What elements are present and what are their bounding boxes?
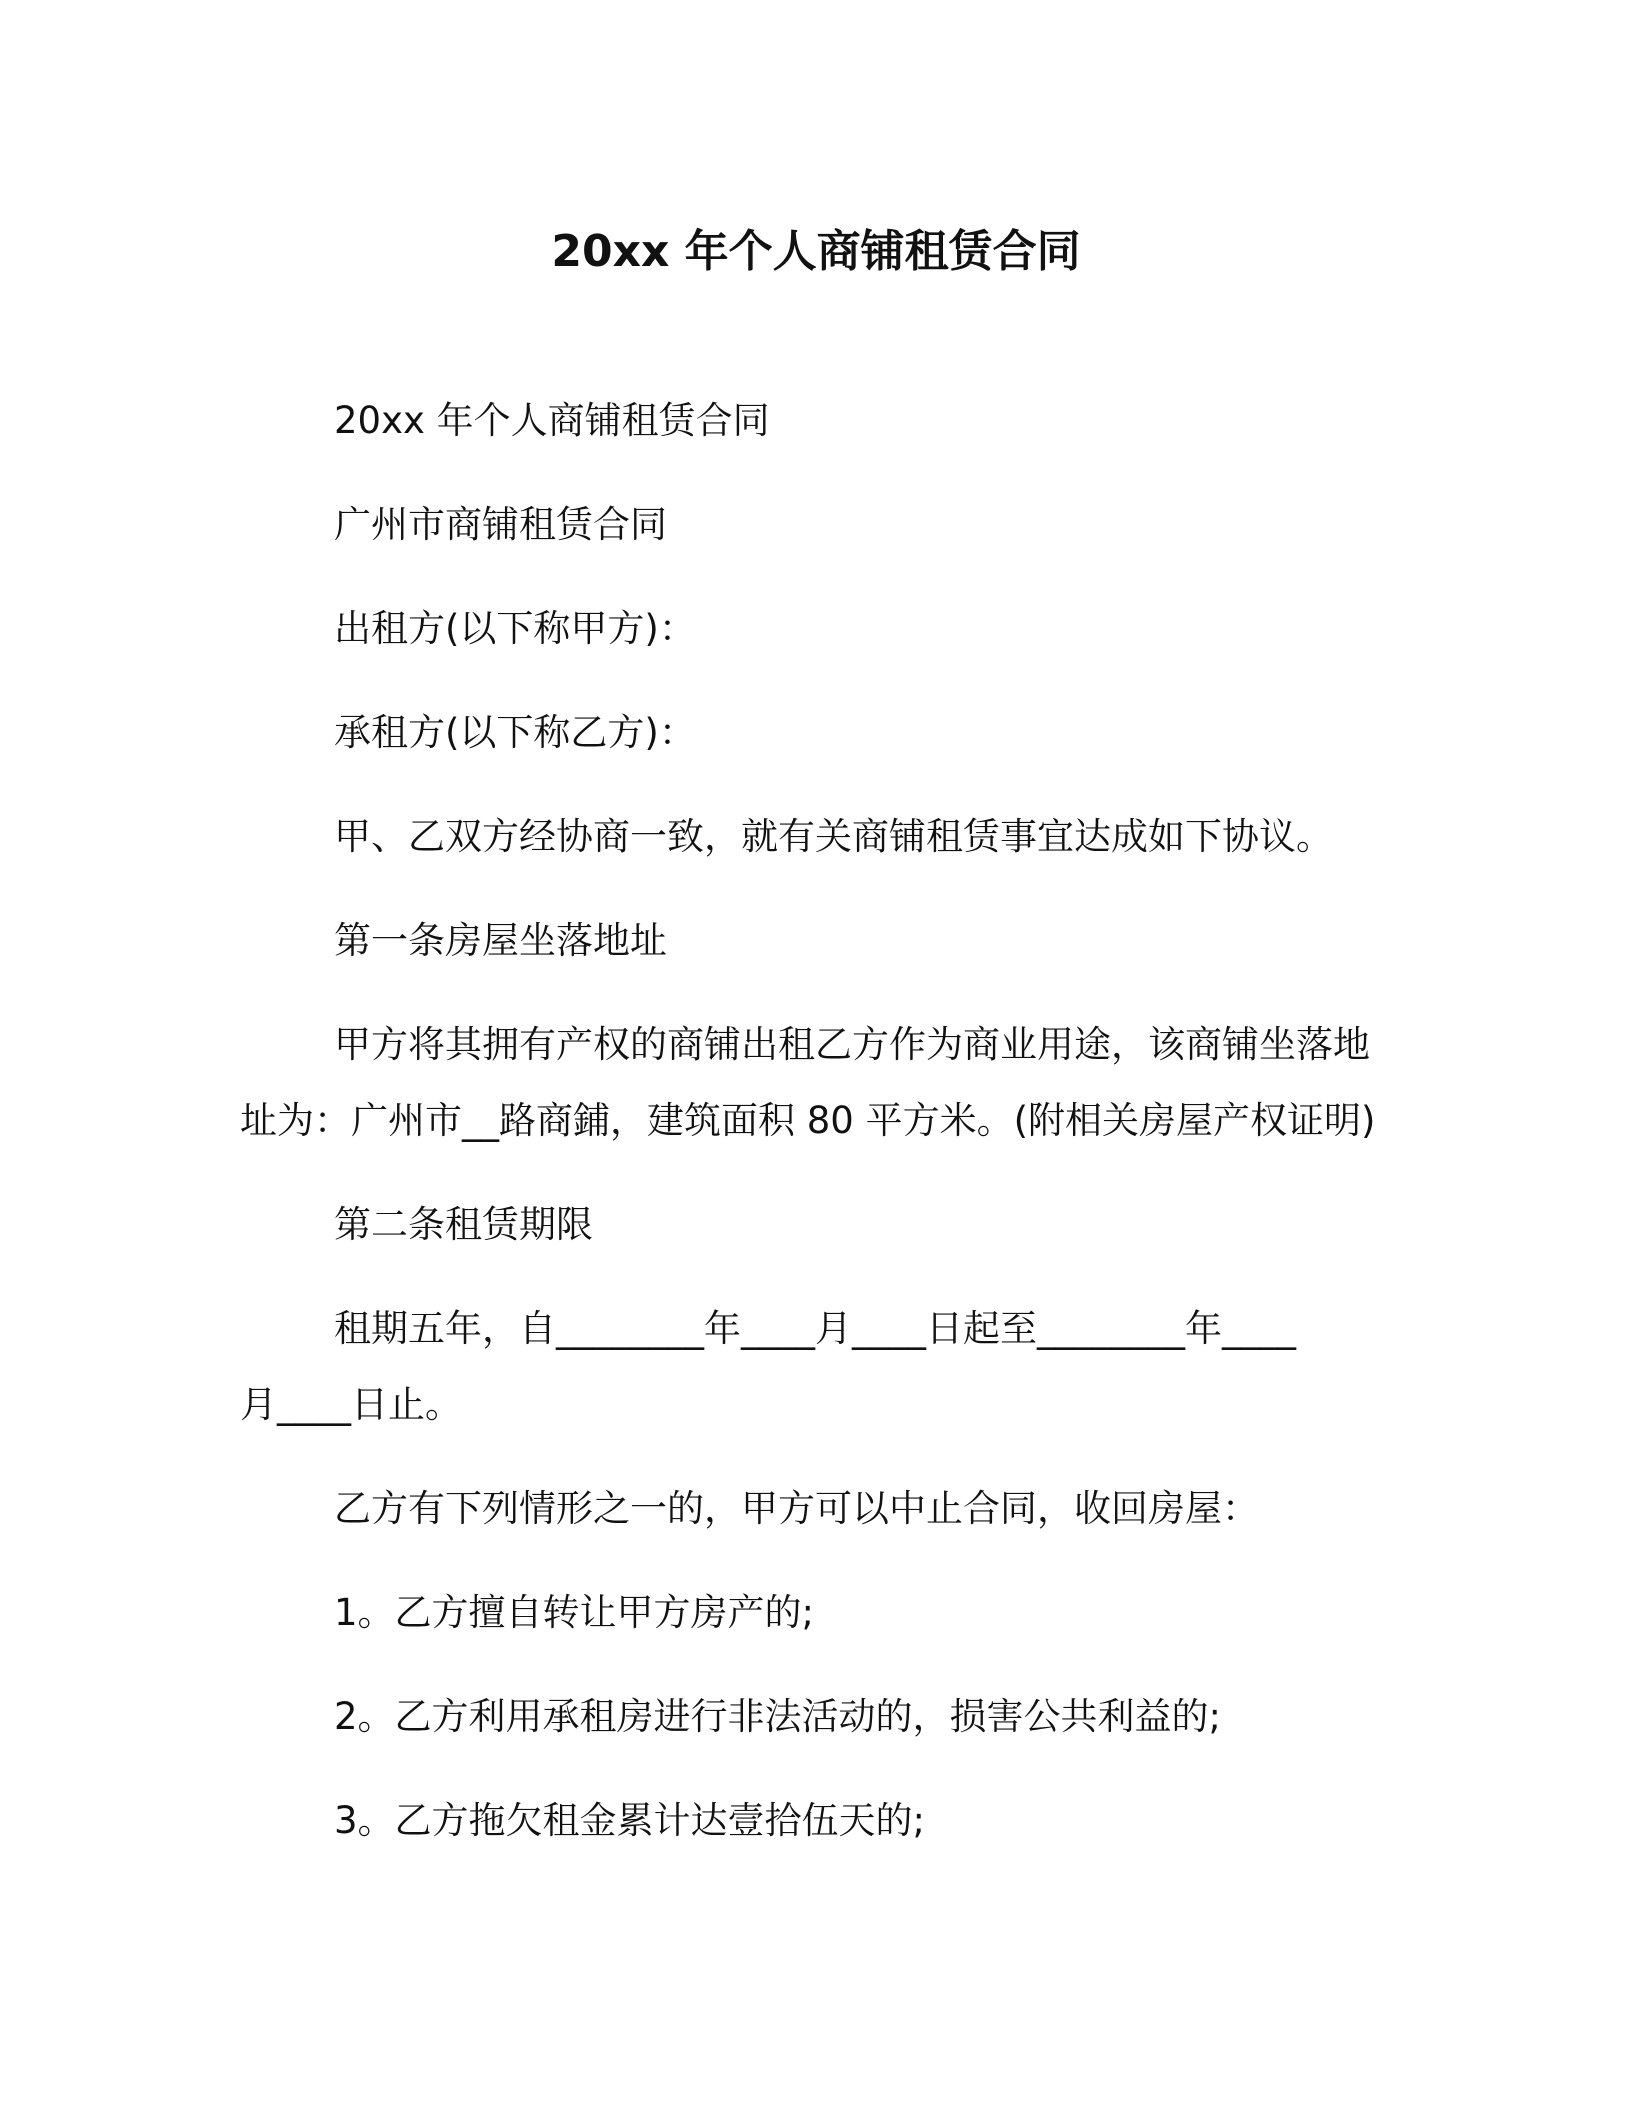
lease-term-line-2: 月____日止。 [240,1383,462,1426]
condition-item-1: 1。乙方擅自转让甲方房产的; [334,1591,815,1634]
article-1-heading: 第一条房屋坐落地址 [334,919,667,962]
article-2-heading: 第二条租赁期限 [334,1203,593,1246]
paragraph-contract-name: 广州市商铺租赁合同 [334,503,667,546]
document-title: 20xx 年个人商铺租赁合同 [551,226,1081,277]
article-1-text-line-1: 甲方将其拥有产权的商铺出租乙方作为商业用途，该商铺坐落地 [334,1023,1370,1066]
condition-item-2: 2。乙方利用承租房进行非法活动的，损害公共利益的; [334,1695,1222,1738]
paragraph-lessee: 承租方(以下称乙方)： [334,711,696,754]
article-1-text-line-2: 址为：广州市__路商鋪，建筑面积 80 平方米。(附相关房屋产权证明) [240,1099,1376,1142]
paragraph-lessor: 出租方(以下称甲方)： [334,607,696,650]
paragraph-agreement: 甲、乙双方经协商一致，就有关商铺租赁事宜达成如下协议。 [334,815,1333,858]
paragraph-subtitle: 20xx 年个人商铺租赁合同 [334,399,770,442]
condition-item-3: 3。乙方拖欠租金累计达壹拾伍天的; [334,1799,926,1842]
termination-conditions-intro: 乙方有下列情形之一的，甲方可以中止合同，收回房屋： [334,1487,1259,1530]
lease-term-line-1: 租期五年，自________年____月____日起至________年____ [334,1307,1296,1350]
